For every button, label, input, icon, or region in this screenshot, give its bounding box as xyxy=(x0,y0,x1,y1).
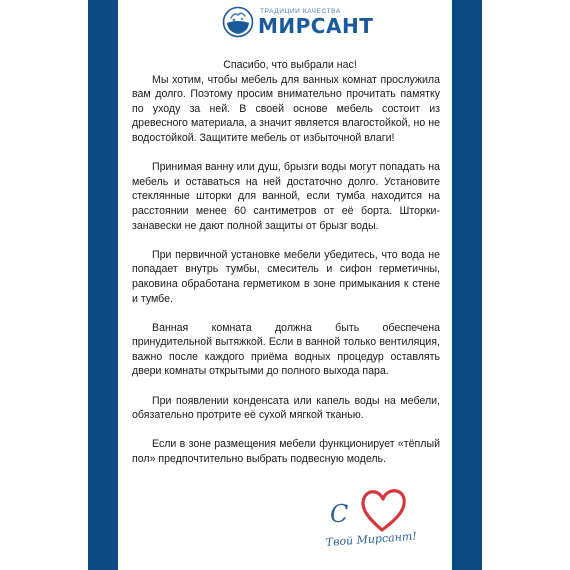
signature-line-1: С xyxy=(330,500,349,528)
care-paragraph: Если в зоне размещения мебели функционирует «тёплый пол» предпочтительно выбрать подвесную модель. xyxy=(132,438,440,466)
letter-body xyxy=(132,58,440,481)
care-paragraph: Ванная комната должна быть обеспечена принудительной вытяжкой. Если в ванной только вентиляция, важно после каждого приёма водных процедур оставлять двери комнаты открытыми до полного выхода пара. xyxy=(132,321,440,378)
signature xyxy=(316,478,446,558)
brand-tagline: ТРАДИЦИИ КАЧЕСТВА xyxy=(260,8,341,15)
heart-icon xyxy=(363,491,404,530)
care-paragraph: Принимая ванну или душ, брызги воды могут попадать на мебель и оставаться на ней достаточно долго. Установите стеклянные шторки для ванной, если тумба находится на расстоянии менее 60 сантиметров от её борта. Шторки-занавески не дают полной защиты от брызг воды. xyxy=(132,161,440,232)
left-blue-stripe xyxy=(88,0,118,570)
greeting-line: Спасибо, что выбрали нас! xyxy=(223,59,357,71)
care-paragraph: При первичной установке мебели убедитесь, что вода не попадает внутрь тумбы, смеситель и сифон герметичны, раковина обработана герметиком в зоне примыкания к стене и тумбе. xyxy=(132,248,440,305)
brand-logo xyxy=(222,6,374,40)
brand-name: МИРСАНТ xyxy=(258,14,374,38)
right-blue-stripe xyxy=(452,0,482,570)
signature-line-2: Твой Мирсант! xyxy=(325,529,418,549)
bath-splash-icon xyxy=(222,6,254,38)
care-paragraph: При появлении конденсата или капель воды на мебели, обязательно протрите её сухой мягкой тканью. xyxy=(132,394,440,422)
care-paragraph: Мы хотим, чтобы мебель для ванных комнат прослужила вам долго. Поэтому просим внимательно прочитать памятку по уходу за ней. В своей основе мебель состоит из древесного материала, а значит является влагостойкой, но не водостойкой. Защитите мебель от избыточной влаги! xyxy=(132,73,440,144)
